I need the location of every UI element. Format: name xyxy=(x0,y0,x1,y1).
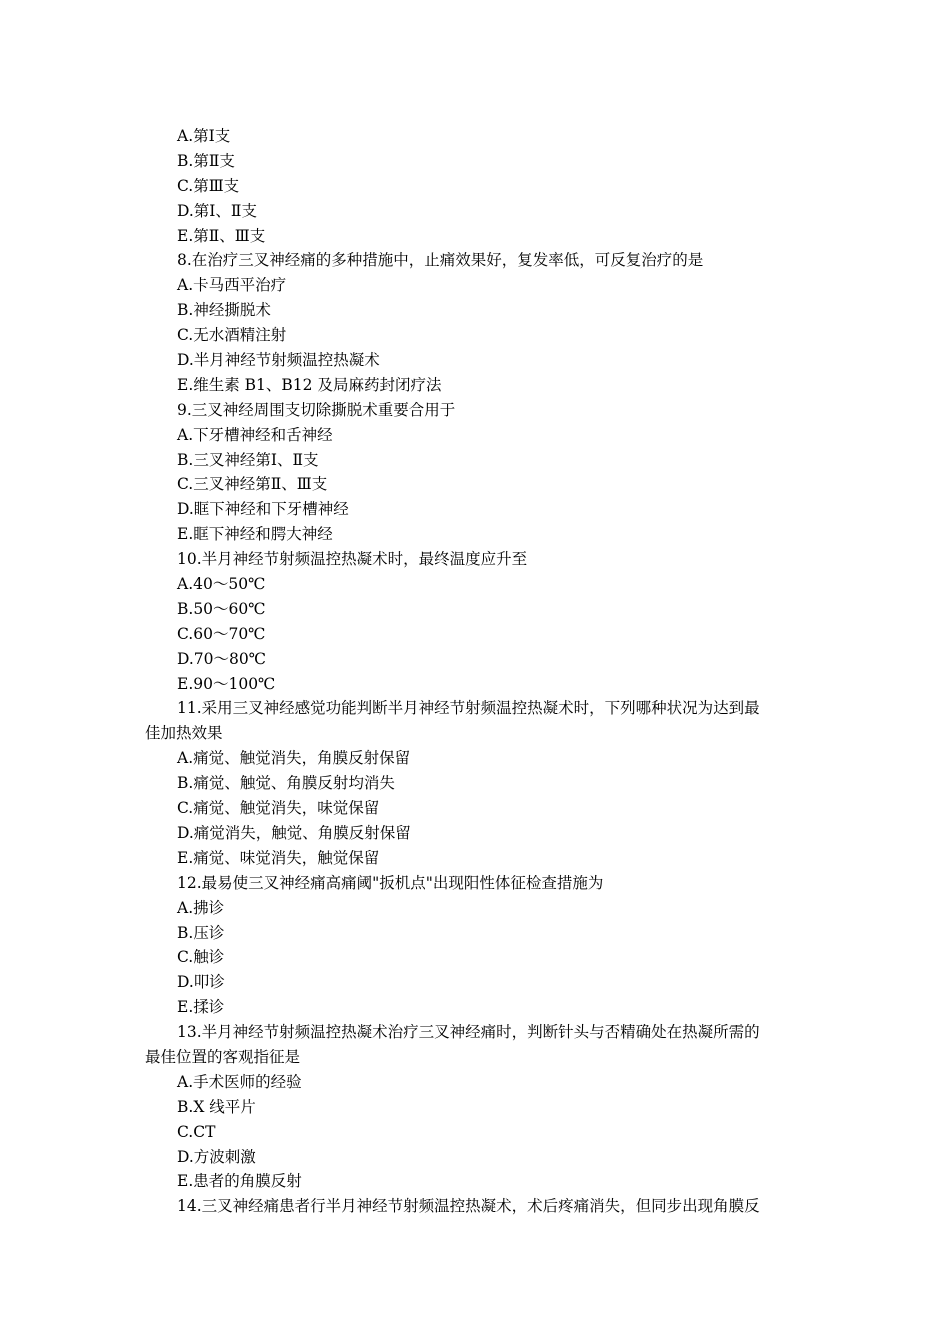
document-body xyxy=(145,124,810,1219)
text-line: E.揉诊 xyxy=(177,998,225,1017)
text-line: E.患者的角膜反射 xyxy=(177,1172,302,1191)
text-line: B.X 线平片 xyxy=(177,1097,256,1116)
text-line: D.痛觉消失，触觉、角膜反射保留 xyxy=(177,823,411,842)
text-line: D.叩诊 xyxy=(177,973,225,992)
text-line: A.40～50℃ xyxy=(177,575,266,594)
text-line: A.痛觉、触觉消失，角膜反射保留 xyxy=(177,749,411,768)
text-line: B.第Ⅱ支 xyxy=(177,151,235,170)
text-line: D.半月神经节射频温控热凝术 xyxy=(177,351,380,370)
text-line: E.维生素 B1、B12 及局麻药封闭疗法 xyxy=(177,375,442,394)
text-line: B.三叉神经第Ⅰ、Ⅱ支 xyxy=(177,450,319,469)
text-line: 10.半月神经节射频温控热凝术时，最终温度应升至 xyxy=(177,550,528,569)
text-line: 最佳位置的客观指征是 xyxy=(145,1047,301,1066)
text-line: E.第Ⅱ、Ⅲ支 xyxy=(177,226,266,245)
text-line: 8.在治疗三叉神经痛的多种措施中，止痛效果好，复发率低，可反复治疗的是 xyxy=(177,251,704,270)
text-line: 佳加热效果 xyxy=(145,724,223,743)
text-line: A.卡马西平治疗 xyxy=(177,276,287,295)
text-line: B.压诊 xyxy=(177,923,225,942)
text-line: C.痛觉、触觉消失，味觉保留 xyxy=(177,799,380,818)
text-line: C.第Ⅲ支 xyxy=(177,176,240,195)
text-line: A.拂诊 xyxy=(177,898,225,917)
text-line: D.眶下神经和下牙槽神经 xyxy=(177,500,349,519)
text-line: 13.半月神经节射频温控热凝术治疗三叉神经痛时，判断针头与否精确处在热凝所需的 xyxy=(177,1023,760,1042)
text-line: A.第Ⅰ支 xyxy=(177,127,231,145)
text-line: B.神经撕脱术 xyxy=(177,301,271,320)
text-line: A.下牙槽神经和舌神经 xyxy=(177,425,333,444)
text-line: D.方波刺激 xyxy=(177,1147,256,1166)
text-line: B.痛觉、触觉、角膜反射均消失 xyxy=(177,774,395,793)
text-line: D.第Ⅰ、Ⅱ支 xyxy=(177,201,257,220)
text-line: D.70～80℃ xyxy=(177,649,267,668)
text-line: C.60～70℃ xyxy=(177,624,266,643)
text-line: E.眶下神经和腭大神经 xyxy=(177,525,333,544)
text-line: C.三叉神经第Ⅱ、Ⅲ支 xyxy=(177,475,328,494)
text-line: B.50～60℃ xyxy=(177,599,266,618)
text-line: 14.三叉神经痛患者行半月神经节射频温控热凝术，术后疼痛消失，但同步出现角膜反 xyxy=(177,1197,760,1216)
text-line: E.痛觉、味觉消失，触觉保留 xyxy=(177,848,380,867)
text-line: C.无水酒精注射 xyxy=(177,326,287,345)
text-line: 9.三叉神经周围支切除撕脱术重要合用于 xyxy=(177,400,456,419)
text-line: C.CT xyxy=(177,1122,216,1141)
text-line: A.手术医师的经验 xyxy=(177,1072,302,1091)
text-line: E.90～100℃ xyxy=(177,674,276,693)
text-line: C.触诊 xyxy=(177,948,225,967)
text-line: 12.最易使三叉神经痛高痛阈"扳机点"出现阳性体征检查措施为 xyxy=(177,873,604,892)
text-line: 11.采用三叉神经感觉功能判断半月神经节射频温控热凝术时，下列哪种状况为达到最 xyxy=(177,699,760,718)
